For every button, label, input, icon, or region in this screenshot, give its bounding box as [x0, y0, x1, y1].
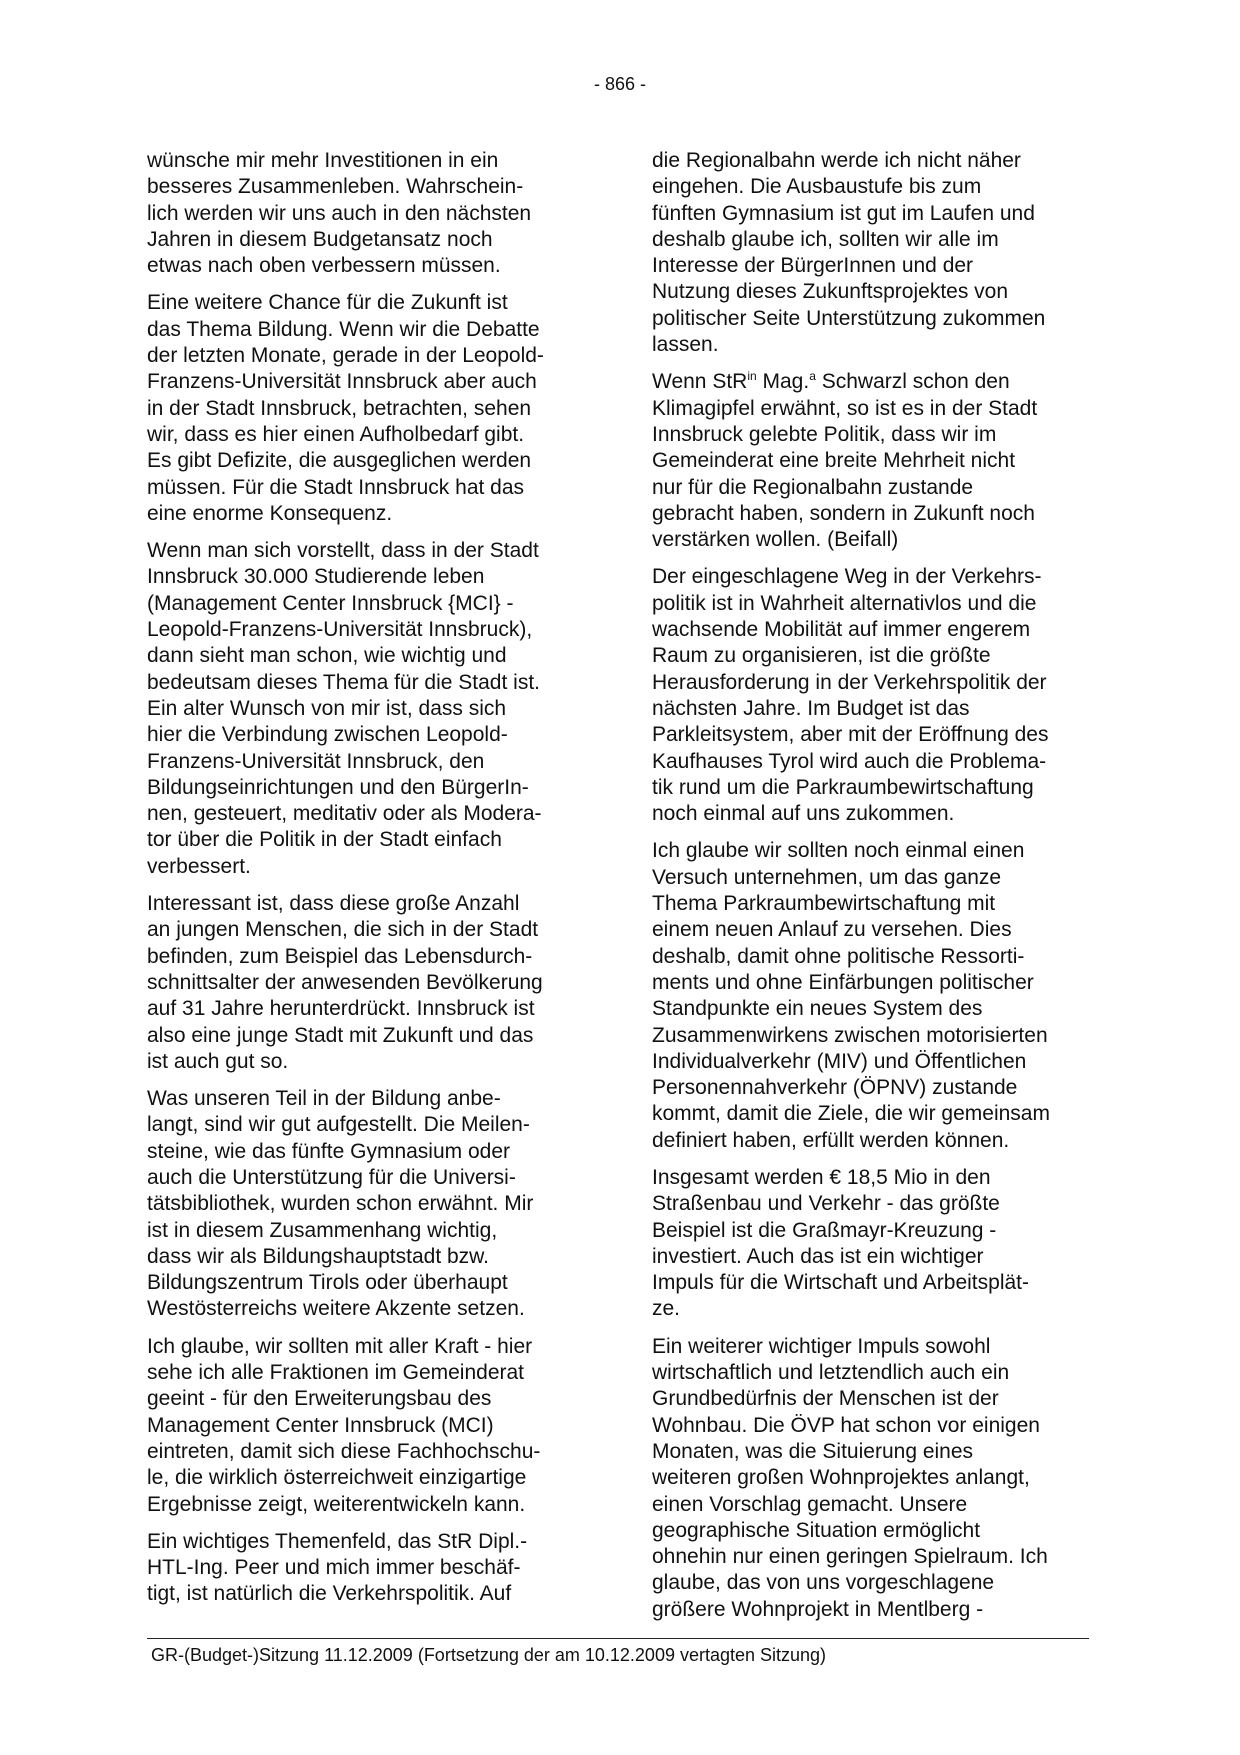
paragraph: Wenn man sich vorstellt, dass in der Stadt Innsbruck 30.000 Studierende leben (Management Center Innsbruck {MCI} - Leopold-Franzens-Universität Innsbruck), dann sieht man schon, wie wichtig und bedeutsam dieses Thema für die Stadt ist. Ein alter Wunsch von mir ist, dass sich hier die Verbindung zwischen Leopold- Franzens-Universität Innsbruck, den Bildungseinrichtungen und den BürgerIn- nen, gesteuert, meditativ oder als Modera- tor über die Politik in der Stadt einfach verbessert. — [147, 539, 542, 878]
paragraph: Insgesamt werden € 18,5 Mio in den Straßenbau und Verkehr - das größte Beispiel ist die Graßmayr-Kreuzung - investiert. Auch das ist ein wichtiger Impuls für die Wirtschaft und Arbeitsplät- ze. — [652, 1165, 1029, 1321]
footer-divider — [147, 1638, 1089, 1639]
paragraph: Ich glaube wir sollten noch einmal einen Versuch unternehmen, um das ganze Thema Parkraumbewirtschaftung mit einem neuen Anlauf zu versehen. Dies deshalb, damit ohne politische Ressorti- ments und ohne Einfärbungen politischer Standpunkte ein neues System des Zusammenwirkens zwischen motorisierten Individualverkehr (MIV) und Öffentlichen Personennahverkehr (ÖPNV) zustande kommt, damit die Ziele, die wir gemeinsam definiert haben, erfüllt werden können. — [652, 839, 1050, 1152]
footer-text: GR-(Budget-)Sitzung 11.12.2009 (Fortsetzung der am 10.12.2009 vertagten Sitzung) — [151, 1645, 827, 1665]
superscript: in — [747, 369, 757, 384]
paragraph: wünsche mir mehr Investitionen in ein besseres Zusammenleben. Wahrschein- lich werden wir uns auch in den nächsten Jahren in diesem Budgetansatz noch etwas nach oben verbessern müssen. — [147, 149, 532, 278]
paragraph: Was unseren Teil in der Bildung anbe- langt, sind wir gut aufgestellt. Die Meilen- steine, wie das fünfte Gymnasium oder auch die Unterstützung für die Universi- tätsbibliothek, wurden schon erwähnt. Mir ist in diesem Zusammenhang wichtig, dass wir als Bildungshauptstadt bzw. Bildungszentrum Tirols oder überhaupt Westösterreichs weitere Akzente setzen. — [147, 1087, 534, 1321]
paragraph: Ich glaube, wir sollten mit aller Kraft - hier sehe ich alle Fraktionen im Gemeinderat geeint - für den Erweiterungsbau des Management Center Innsbruck (MCI) eintreten, damit sich diese Fachhochschu- le, die wirklich österreichweit einzigartige Ergebnisse zeigt, weiterentwickeln kann. — [147, 1334, 541, 1516]
paragraph: die Regionalbahn werde ich nicht näher eingehen. Die Ausbaustufe bis zum fünften Gymnasium ist gut im Laufen und deshalb glaube ich, sollten wir alle im Interesse der BürgerInnen und der Nutzung dieses Zukunftsprojektes von politischer Seite Unterstützung zukommen lassen. — [652, 149, 1046, 357]
paragraph: Ein wichtiges Themenfeld, das StR Dipl.- HTL-Ing. Peer und mich immer beschäf- tigt, ist natürlich die Verkehrspolitik. Auf — [147, 1529, 528, 1606]
paragraph: Interessant ist, dass diese große Anzahl an jungen Menschen, die sich in der Stadt befinden, zum Beispiel das Lebensdurch- schnittsalter der anwesenden Bevölkerung auf 31 Jahre herunterdrückt. Innsbruck ist also eine junge Stadt mit Zukunft und das ist auch gut so. — [147, 892, 543, 1073]
text-segment: Wenn StR — [652, 370, 748, 394]
page-number: - 866 - — [593, 74, 647, 94]
paragraph: Ein weiterer wichtiger Impuls sowohl wirtschaftlich und letztendlich auch ein Grundbedürfnis der Menschen ist der Wohnbau. Die ÖVP hat schon vor einigen Monaten, was die Situierung eines weiteren großen Wohnprojektes anlangt, einen Vorschlag gemacht. Unsere geographische Situation ermöglicht ohnehin nur einen geringen Spielraum. Ich glaube, das von uns vorgeschlagene größere Wohnprojekt in Mentlberg - — [652, 1334, 1048, 1621]
superscript: a — [809, 369, 816, 384]
paragraph — [652, 369, 1092, 553]
text-segment: Mag. — [756, 370, 810, 394]
paragraph: Der eingeschlagene Weg in der Verkehrs- politik ist in Wahrheit alternativlos und die wachsende Mobilität auf immer engerem Raum zu organisieren, ist die größte Herausforderung in der Verkehrspolitik der nächsten Jahre. Im Budget ist das Parkleitsystem, aber mit der Eröffnung des Kaufhauses Tyrol wird auch die Problema- tik rund um die Parkraumbewirtschaftung noch einmal auf uns zukommen. — [652, 565, 1049, 826]
right-column — [652, 148, 1092, 1634]
paragraph: Eine weitere Chance für die Zukunft ist das Thema Bildung. Wenn wir die Debatte der letzten Monate, gerade in der Leopold- Franzens-Universität Innsbruck aber auch in der Stadt Innsbruck, betrachten, sehen wir, dass es hier einen Aufholbedarf gibt. Es gibt Defizite, die ausgeglichen werden müssen. Für die Stadt Innsbruck hat das eine enorme Konsequenz. — [147, 291, 544, 525]
text-segment: Schwarzl schon den Klimagipfel erwähnt, so ist es in der Stadt Innsbruck gelebte Politik, dass wir im Gemeinderat eine breite Mehrheit nicht nur für die Regionalbahn zustande gebracht haben, sondern in Zukunft noch verstärken wollen. (Beifall) — [652, 370, 1038, 552]
left-column — [147, 148, 587, 1619]
